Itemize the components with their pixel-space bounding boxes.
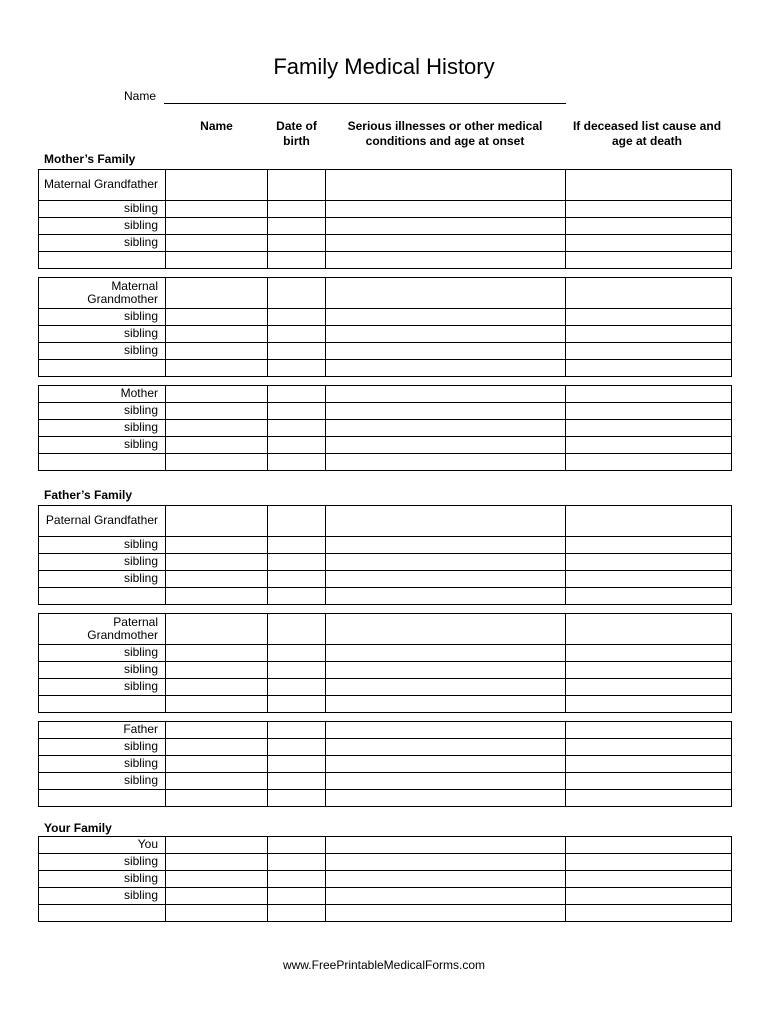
name-input-line[interactable] (164, 103, 566, 104)
illness-cell[interactable] (326, 360, 566, 377)
table-row (39, 201, 732, 218)
table-row (39, 386, 732, 403)
date-of-birth-cell[interactable] (268, 722, 326, 739)
table-you (38, 836, 732, 922)
column-header-name: Name (200, 119, 233, 133)
relation-label: sibling (39, 756, 166, 773)
name-cell[interactable] (166, 679, 268, 696)
relation-label: sibling (39, 571, 166, 588)
table-row (39, 871, 732, 888)
deceased-cell[interactable] (566, 905, 732, 922)
date-of-birth-cell[interactable] (268, 739, 326, 756)
relation-label: sibling (39, 420, 166, 437)
table-maternal-grandmother (38, 277, 732, 377)
relation-label: sibling (39, 854, 166, 871)
relation-label (39, 790, 166, 807)
relation-label: Mother (39, 386, 166, 403)
illness-cell[interactable] (326, 679, 566, 696)
deceased-cell[interactable] (566, 403, 732, 420)
name-cell[interactable] (166, 722, 268, 739)
table-row (39, 326, 732, 343)
date-of-birth-cell[interactable] (268, 403, 326, 420)
date-of-birth-cell[interactable] (268, 905, 326, 922)
deceased-cell[interactable] (566, 437, 732, 454)
deceased-cell[interactable] (566, 218, 732, 235)
relation-label: sibling (39, 739, 166, 756)
name-cell[interactable] (166, 871, 268, 888)
date-of-birth-cell[interactable] (268, 837, 326, 854)
name-cell[interactable] (166, 645, 268, 662)
date-of-birth-cell[interactable] (268, 454, 326, 471)
date-of-birth-cell[interactable] (268, 871, 326, 888)
date-of-birth-cell[interactable] (268, 554, 326, 571)
name-cell[interactable] (166, 218, 268, 235)
illness-cell[interactable] (326, 309, 566, 326)
table-row (39, 790, 732, 807)
illness-cell[interactable] (326, 571, 566, 588)
table-row (39, 403, 732, 420)
deceased-cell[interactable] (566, 722, 732, 739)
deceased-cell[interactable] (566, 326, 732, 343)
deceased-cell[interactable] (566, 756, 732, 773)
name-cell[interactable] (166, 506, 268, 537)
name-cell[interactable] (166, 614, 268, 645)
relation-label: sibling (39, 871, 166, 888)
date-of-birth-cell[interactable] (268, 386, 326, 403)
name-cell[interactable] (166, 278, 268, 309)
relation-label: sibling (39, 554, 166, 571)
deceased-cell[interactable] (566, 837, 732, 854)
deceased-cell[interactable] (566, 386, 732, 403)
name-cell[interactable] (166, 201, 268, 218)
date-of-birth-cell[interactable] (268, 326, 326, 343)
section-title-your-family: Your Family (44, 821, 112, 835)
deceased-cell[interactable] (566, 888, 732, 905)
deceased-cell[interactable] (566, 773, 732, 790)
deceased-cell[interactable] (566, 645, 732, 662)
deceased-cell[interactable] (566, 614, 732, 645)
table-row (39, 756, 732, 773)
illness-cell[interactable] (326, 854, 566, 871)
relation-label: Paternal Grandmother (39, 614, 166, 645)
name-cell[interactable] (166, 571, 268, 588)
illness-cell[interactable] (326, 756, 566, 773)
name-cell[interactable] (166, 854, 268, 871)
date-of-birth-cell[interactable] (268, 201, 326, 218)
name-cell[interactable] (166, 343, 268, 360)
date-of-birth-cell[interactable] (268, 662, 326, 679)
deceased-cell[interactable] (566, 252, 732, 269)
table-row (39, 854, 732, 871)
footer-website: www.FreePrintableMedicalForms.com (282, 958, 486, 972)
date-of-birth-cell[interactable] (268, 571, 326, 588)
date-of-birth-cell[interactable] (268, 679, 326, 696)
name-cell[interactable] (166, 170, 268, 201)
table-paternal-grandfather (38, 505, 732, 605)
date-of-birth-cell[interactable] (268, 773, 326, 790)
table-row (39, 252, 732, 269)
relation-label (39, 905, 166, 922)
relation-label: Maternal Grandmother (39, 278, 166, 309)
date-of-birth-cell[interactable] (268, 252, 326, 269)
relation-label: sibling (39, 343, 166, 360)
table-mother (38, 385, 732, 471)
date-of-birth-cell[interactable] (268, 420, 326, 437)
deceased-cell[interactable] (566, 278, 732, 309)
illness-cell[interactable] (326, 454, 566, 471)
table-row (39, 588, 732, 605)
table-row (39, 888, 732, 905)
date-of-birth-cell[interactable] (268, 218, 326, 235)
table-row (39, 554, 732, 571)
relation-label: Maternal Grandfather (39, 170, 166, 201)
illness-cell[interactable] (326, 235, 566, 252)
table-row (39, 454, 732, 471)
illness-cell[interactable] (326, 201, 566, 218)
illness-cell[interactable] (326, 403, 566, 420)
deceased-cell[interactable] (566, 662, 732, 679)
name-cell[interactable] (166, 252, 268, 269)
name-cell[interactable] (166, 386, 268, 403)
name-cell[interactable] (166, 790, 268, 807)
relation-label: sibling (39, 773, 166, 790)
date-of-birth-cell[interactable] (268, 170, 326, 201)
date-of-birth-cell[interactable] (268, 888, 326, 905)
table-row (39, 773, 732, 790)
illness-cell[interactable] (326, 662, 566, 679)
table-row (39, 571, 732, 588)
table-row (39, 360, 732, 377)
illness-cell[interactable] (326, 343, 566, 360)
illness-cell[interactable] (326, 252, 566, 269)
name-cell[interactable] (166, 773, 268, 790)
relation-label: sibling (39, 437, 166, 454)
deceased-cell[interactable] (566, 588, 732, 605)
table-paternal-grandmother (38, 613, 732, 713)
name-cell[interactable] (166, 905, 268, 922)
date-of-birth-cell[interactable] (268, 614, 326, 645)
table-row (39, 437, 732, 454)
illness-cell[interactable] (326, 588, 566, 605)
section-title-mothers-family: Mother’s Family (44, 152, 136, 166)
name-cell[interactable] (166, 756, 268, 773)
deceased-cell[interactable] (566, 420, 732, 437)
illness-cell[interactable] (326, 773, 566, 790)
relation-label (39, 360, 166, 377)
relation-label: sibling (39, 326, 166, 343)
table-row (39, 696, 732, 713)
deceased-cell[interactable] (566, 309, 732, 326)
illness-cell[interactable] (326, 278, 566, 309)
relation-label (39, 588, 166, 605)
section-title-fathers-family: Father’s Family (44, 488, 133, 502)
relation-label: sibling (39, 218, 166, 235)
deceased-cell[interactable] (566, 554, 732, 571)
table-maternal-grandfather (38, 169, 732, 269)
relation-label: Father (39, 722, 166, 739)
table-row (39, 170, 732, 201)
deceased-cell[interactable] (566, 170, 732, 201)
relation-label (39, 252, 166, 269)
name-cell[interactable] (166, 437, 268, 454)
illness-cell[interactable] (326, 218, 566, 235)
table-row (39, 722, 732, 739)
table-row (39, 309, 732, 326)
deceased-cell[interactable] (566, 679, 732, 696)
deceased-cell[interactable] (566, 454, 732, 471)
deceased-cell[interactable] (566, 235, 732, 252)
illness-cell[interactable] (326, 614, 566, 645)
table-row (39, 506, 732, 537)
table-row (39, 614, 732, 645)
table-row (39, 662, 732, 679)
name-cell[interactable] (166, 696, 268, 713)
deceased-cell[interactable] (566, 537, 732, 554)
relation-label: sibling (39, 662, 166, 679)
table-row (39, 420, 732, 437)
column-header-date-of-birth: Date of birth (276, 119, 317, 148)
relation-label: sibling (39, 679, 166, 696)
deceased-cell[interactable] (566, 201, 732, 218)
illness-cell[interactable] (326, 386, 566, 403)
illness-cell[interactable] (326, 722, 566, 739)
date-of-birth-cell[interactable] (268, 645, 326, 662)
name-cell[interactable] (166, 554, 268, 571)
table-row (39, 218, 732, 235)
illness-cell[interactable] (326, 420, 566, 437)
illness-cell[interactable] (326, 790, 566, 807)
deceased-cell[interactable] (566, 790, 732, 807)
illness-cell[interactable] (326, 837, 566, 854)
table-row (39, 645, 732, 662)
relation-label: sibling (39, 888, 166, 905)
name-cell[interactable] (166, 235, 268, 252)
relation-label: sibling (39, 201, 166, 218)
relation-label (39, 696, 166, 713)
deceased-cell[interactable] (566, 360, 732, 377)
name-cell[interactable] (166, 403, 268, 420)
date-of-birth-cell[interactable] (268, 235, 326, 252)
table-row (39, 837, 732, 854)
name-cell[interactable] (166, 360, 268, 377)
deceased-cell[interactable] (566, 871, 732, 888)
table-row (39, 905, 732, 922)
date-of-birth-cell[interactable] (268, 696, 326, 713)
illness-cell[interactable] (326, 739, 566, 756)
table-row (39, 679, 732, 696)
illness-cell[interactable] (326, 554, 566, 571)
illness-cell[interactable] (326, 871, 566, 888)
deceased-cell[interactable] (566, 739, 732, 756)
name-cell[interactable] (166, 588, 268, 605)
relation-label: sibling (39, 309, 166, 326)
deceased-cell[interactable] (566, 696, 732, 713)
illness-cell[interactable] (326, 696, 566, 713)
date-of-birth-cell[interactable] (268, 588, 326, 605)
name-cell[interactable] (166, 326, 268, 343)
table-row (39, 537, 732, 554)
name-label: Name (124, 89, 157, 103)
deceased-cell[interactable] (566, 506, 732, 537)
page-title: Family Medical History (273, 54, 495, 79)
relation-label: Paternal Grandfather (39, 506, 166, 537)
name-cell[interactable] (166, 537, 268, 554)
date-of-birth-cell[interactable] (268, 360, 326, 377)
table-row (39, 235, 732, 252)
illness-cell[interactable] (326, 170, 566, 201)
relation-label: sibling (39, 537, 166, 554)
illness-cell[interactable] (326, 537, 566, 554)
table-father (38, 721, 732, 807)
deceased-cell[interactable] (566, 854, 732, 871)
name-cell[interactable] (166, 420, 268, 437)
illness-cell[interactable] (326, 506, 566, 537)
table-row (39, 343, 732, 360)
table-row (39, 739, 732, 756)
relation-label: You (39, 837, 166, 854)
relation-label: sibling (39, 235, 166, 252)
name-cell[interactable] (166, 888, 268, 905)
date-of-birth-cell[interactable] (268, 343, 326, 360)
table-row (39, 278, 732, 309)
name-cell[interactable] (166, 309, 268, 326)
relation-label: sibling (39, 645, 166, 662)
illness-cell[interactable] (326, 326, 566, 343)
date-of-birth-cell[interactable] (268, 854, 326, 871)
illness-cell[interactable] (326, 645, 566, 662)
relation-label (39, 454, 166, 471)
date-of-birth-cell[interactable] (268, 309, 326, 326)
illness-cell[interactable] (326, 905, 566, 922)
illness-cell[interactable] (326, 888, 566, 905)
date-of-birth-cell[interactable] (268, 437, 326, 454)
name-cell[interactable] (166, 662, 268, 679)
date-of-birth-cell[interactable] (268, 278, 326, 309)
deceased-cell[interactable] (566, 571, 732, 588)
name-cell[interactable] (166, 837, 268, 854)
deceased-cell[interactable] (566, 343, 732, 360)
date-of-birth-cell[interactable] (268, 756, 326, 773)
column-header-deceased: If deceased list cause and age at death (572, 119, 722, 148)
name-cell[interactable] (166, 454, 268, 471)
date-of-birth-cell[interactable] (268, 537, 326, 554)
column-header-illnesses: Serious illnesses or other medical conditions and age at onset (347, 119, 543, 148)
date-of-birth-cell[interactable] (268, 506, 326, 537)
illness-cell[interactable] (326, 437, 566, 454)
name-cell[interactable] (166, 739, 268, 756)
date-of-birth-cell[interactable] (268, 790, 326, 807)
relation-label: sibling (39, 403, 166, 420)
